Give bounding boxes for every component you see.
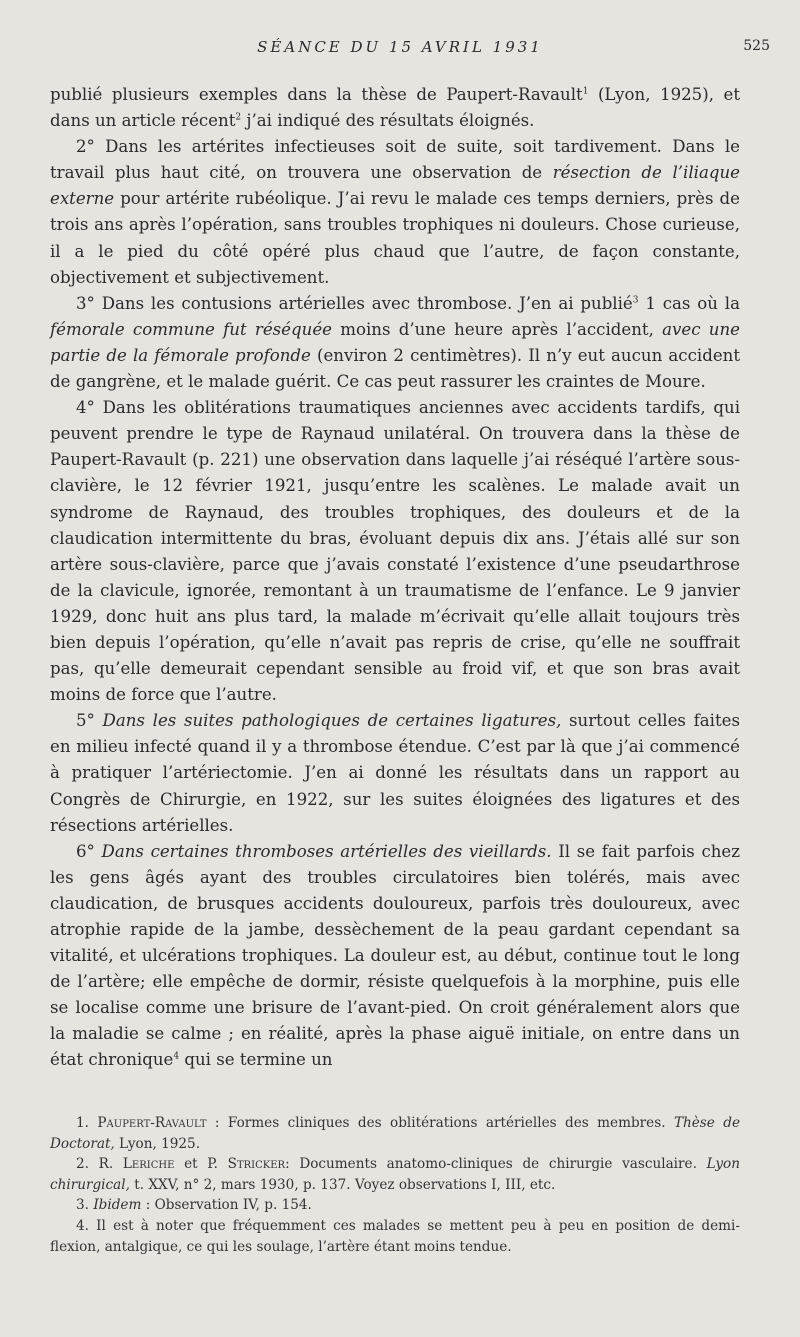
- footnote-1: [50, 1113, 740, 1154]
- italic-run: fémorale commune fut réséquée: [50, 319, 332, 339]
- paragraph-5: [50, 708, 740, 838]
- italic-run: résection de l’iliaque externe: [50, 163, 740, 209]
- footnote-3: [50, 1195, 740, 1216]
- italic-run: Dans certaines thromboses artérielles des vieillards.: [101, 841, 552, 861]
- text-run: Il se fait parfois chez les gens âgés ayant des troubles circulatoires bien tolérés, mais avec claudication, de brusques accidents douloureux, parfois très douloureux, avec atrophie rapide de la jambe, dessèchement de la peau gardant cependant sa vitalité, et ulcérations trophiques. La douleur est, au début, continue tout le long de l’artère; elle empêche de dormir, résiste quelquefois à la morphine, puis elle se localise comme une brisure de l’avant-pied. On croit généralement alors que la maladie se calme ; en réalité, après la phase aiguë initiale, on entre dans un état chronique: [50, 841, 740, 1070]
- italic-run: Lyon chirurgical,: [50, 1156, 740, 1193]
- text-run: qui se termine un: [179, 1050, 333, 1070]
- author-name: Leriche: [122, 1156, 175, 1173]
- italic-run: Ibidem: [93, 1197, 142, 1214]
- text-run: 3° Dans les contusions artérielles avec thrombose. J’en ai publié: [76, 293, 633, 313]
- running-header: [0, 38, 800, 62]
- text-run: et P.: [174, 1156, 228, 1173]
- text-run: Lyon, 1925.: [114, 1135, 201, 1152]
- paragraph-4: [50, 395, 740, 708]
- footnote-number: 2.: [76, 1156, 89, 1173]
- text-run: (Lyon, 1925), et dans un article récent: [50, 85, 740, 131]
- text-run: Il est à noter que fréquemment ces malades se mettent peu à peu en position de demi-flexion, antalgique, ce qui les soulage, l’artère étant moins tendue.: [50, 1217, 740, 1255]
- text-run: 2° Dans les artérites infectieuses soit de suite, soit tardivement. Dans le travail plus haut cité, on trouvera une observation de: [50, 137, 740, 183]
- italic-run: Dans les suites pathologiques de certaines ligatures,: [102, 711, 562, 731]
- text-run: t. XXV, n° 2, mars 1930, p. 137. Voyez observations I, III, etc.: [129, 1176, 556, 1193]
- text-run: moins d’une heure après l’accident,: [331, 319, 663, 339]
- paragraph-2: [50, 134, 740, 291]
- footnotes: [50, 1113, 740, 1257]
- paragraph-1: [50, 82, 740, 134]
- text-run: 4° Dans les oblitérations traumatiques anciennes avec accidents tardifs, qui peuvent prendre le type de Raynaud unilatéral. On trouvera dans la thèse de Paupert-Ravault (p. 221) une observation dans laquelle j’ai réséqué l’artère sous-clavière, le 12 février 1921, jusqu’entre les scalènes. Le malade avait un syndrome de Raynaud, des troubles trophiques, des douleurs et de la claudication intermittente du bras, évoluant depuis dix ans. J’étais allé sur son artère sous-clavière, parce que j’avais constaté l’existence d’une pseudarthrose de la clavicule, ignorée, remontant à un traumatisme de l’enfance. Le 9 janvier 1929, donc huit ans plus tard, la malade m’écrivait qu’elle allait toujours très bien depuis l’opération, qu’elle n’avait pas repris de crise, qu’elle ne souffrait pas, qu’elle demeurait cependant sensible au froid vif, et que son bras avait moins de force que l’autre.: [50, 398, 740, 705]
- text-run: : Documents anatomo-cliniques de chirurgie vasculaire.: [285, 1156, 707, 1173]
- footnote-4: [50, 1216, 740, 1257]
- italic-run: avec une partie de la fémorale profonde: [50, 319, 740, 365]
- paragraph-6: [50, 839, 740, 1074]
- footnote-number: 1.: [76, 1115, 89, 1131]
- paragraph-3: [50, 291, 740, 395]
- text-run: surtout celles faites en milieu infecté quand il y a thrombose étendue. C’est par là que j’ai commencé à pratiquer l’artériectomie. J’en ai donné les résultats dans un rapport au Congrès de Chirurgie, en 1922, sur les suites éloignées des ligatures et des résections artérielles.: [50, 711, 740, 835]
- footnote-ref-2: 2: [235, 112, 242, 123]
- footnote-ref-3: 3: [632, 295, 639, 306]
- footnote-ref-1: 1: [582, 86, 589, 97]
- italic-run: Thèse de Doctorat,: [50, 1115, 740, 1152]
- text-run: 1 cas où la: [638, 293, 740, 313]
- text-run: : Observation IV, p. 154.: [141, 1197, 312, 1214]
- footnote-ref-4: 4: [173, 1051, 180, 1062]
- text-run: R.: [98, 1156, 123, 1173]
- body-text: [50, 82, 740, 1074]
- footnote-number: 4.: [76, 1217, 89, 1234]
- author-name: Stricker: [227, 1156, 286, 1173]
- text-run: (environ 2 centimètres). Il n’y eut aucun accident de gangrène, et le malade guérit. Ce cas peut rassurer les craintes de Moure.: [50, 345, 740, 392]
- running-title: SÉANCE DU 15 AVRIL 1931: [257, 38, 543, 56]
- text-run: 6°: [76, 841, 102, 861]
- text-run: pour artérite rubéolique. J’ai revu le malade ces temps derniers, près de trois ans après l’opération, sans troubles trophiques ni douleurs. Chose curieuse, il a le pied du côté opéré plus chaud que l’autre, de façon constante, objectivement et subjectivement.: [50, 189, 740, 287]
- page-number: 525: [743, 38, 770, 54]
- text-run: : Formes cliniques des oblitérations artérielles des membres.: [206, 1115, 674, 1131]
- footnote-2: [50, 1154, 740, 1195]
- footnote-number: 3.: [76, 1197, 89, 1214]
- text-run: 5°: [76, 711, 103, 731]
- author-name: Paupert-Ravault: [97, 1115, 207, 1131]
- text-run: publié plusieurs exemples dans la thèse de Paupert-Ravault: [50, 85, 583, 104]
- text-run: j’ai indiqué des résultats éloignés.: [241, 111, 535, 131]
